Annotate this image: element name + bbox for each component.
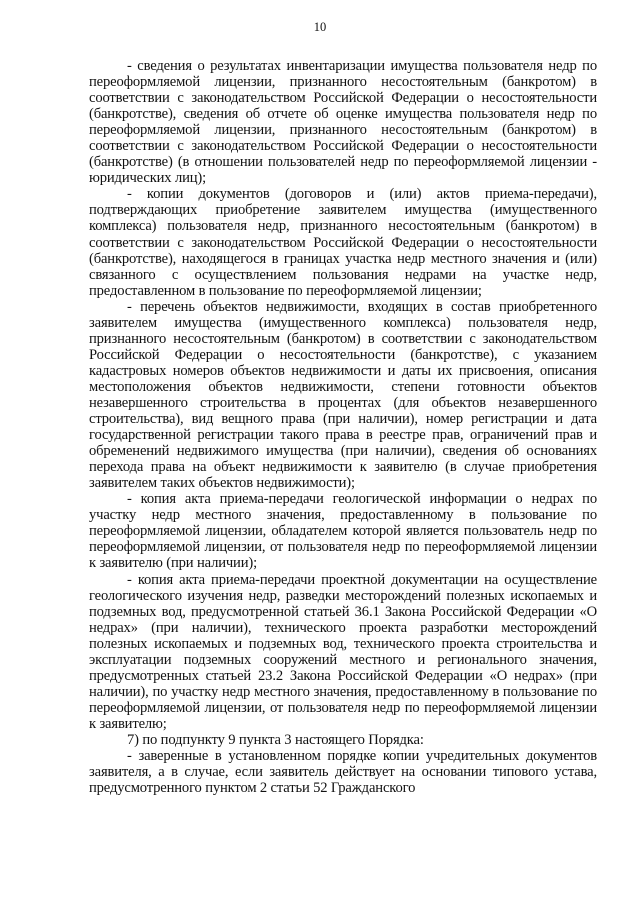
paragraph-subitem-heading: 7) по подпункту 9 пункта 3 настоящего Порядка: — [127, 731, 424, 748]
paragraph-project-documentation-act: - копия акта приема-передачи проектной документации на осуществление геологического изучения недр, разведки месторождений полезных ископаемых и подземных вод, предусмотренной статьей 36.1 Закона Российской Федерации «О недрах» (при наличии), технического проекта разработки месторождений полезных ископаемых и подземных вод, технического проекта строительства и эксплуатации подземных сооружений местного и регионального значения, предусмотренных статьей 23.2 Закона Российской Федерации «О недрах» (при наличии), по участку недр местного значения, предоставленному в пользование по переоформляемой лицензии, от пользователя недр по переоформляемой лицензии к заявителю; — [89, 571, 597, 732]
paragraph-geological-info-act: - копия акта приема-передачи геологической информации о недрах по участку недр местного значения, предоставленному в пользование по переоформляемой лицензии, обладателем которой является пользователь недр по переоформляемой лицензии, от пользователя недр по переоформляемой лицензии к заявителю (при наличии); — [89, 491, 597, 572]
document-body — [89, 58, 597, 796]
paragraph-real-estate-list: - перечень объектов недвижимости, входящих в состав приобретенного заявителем имущества (имущественного комплекса) пользователя недр, признанного несостоятельным (банкротом) в соответствии с законодательством Российской Федерации о несостоятельности (банкротстве), с указанием кадастровых номеров объектов недвижимости и даты их присвоения, описания местоположения объектов недвижимости, степени готовности объектов незавершенного строительства в процентах (для объектов незавершенного строительства), вид вещного права (при наличии), номер регистрации и дата государственной регистрации такого права в реестре прав, ограничений прав и обременений недвижимого имущества (при наличии), сведения об основаниях перехода права на объект недвижимости к заявителю (в случае приобретения заявителем таких объектов недвижимости); — [89, 298, 597, 492]
paragraph-inventory-info: - сведения о результатах инвентаризации имущества пользователя недр по переоформляемой лицензии, признанного несостоятельным (банкротом) в соответствии с законодательством Российской Федерации о несостоятельности (банкротстве), сведения об отчете об оценке имущества пользователя недр по переоформляемой лицензии, признанного несостоятельным (банкротом) в соответствии с законодательством Российской Федерации о несостоятельности (банкротстве) (в отношении пользователей недр по переоформляемой лицензии - юридических лиц); — [89, 58, 597, 187]
page-number: 10 — [313, 20, 327, 34]
paragraph-founding-documents: - заверенные в установленном порядке копии учредительных документов заявителя, а в случае, если заявитель действует на основании типового устава, предусмотренного пунктом 2 статьи 52 Гражданского — [89, 748, 597, 797]
paragraph-acquisition-documents: - копии документов (договоров и (или) актов приема-передачи), подтверждающих приобретение заявителем имущества (имущественного комплекса) пользователя недр, признанного несостоятельным (банкротом) в соответствии с законодательством Российской Федерации о несостоятельности (банкротстве), находящегося в границах участка недр местного значения и (или) связанного с осуществлением пользования недрами на участке недр, предоставленном в пользование по переоформляемой лицензии; — [89, 186, 597, 299]
